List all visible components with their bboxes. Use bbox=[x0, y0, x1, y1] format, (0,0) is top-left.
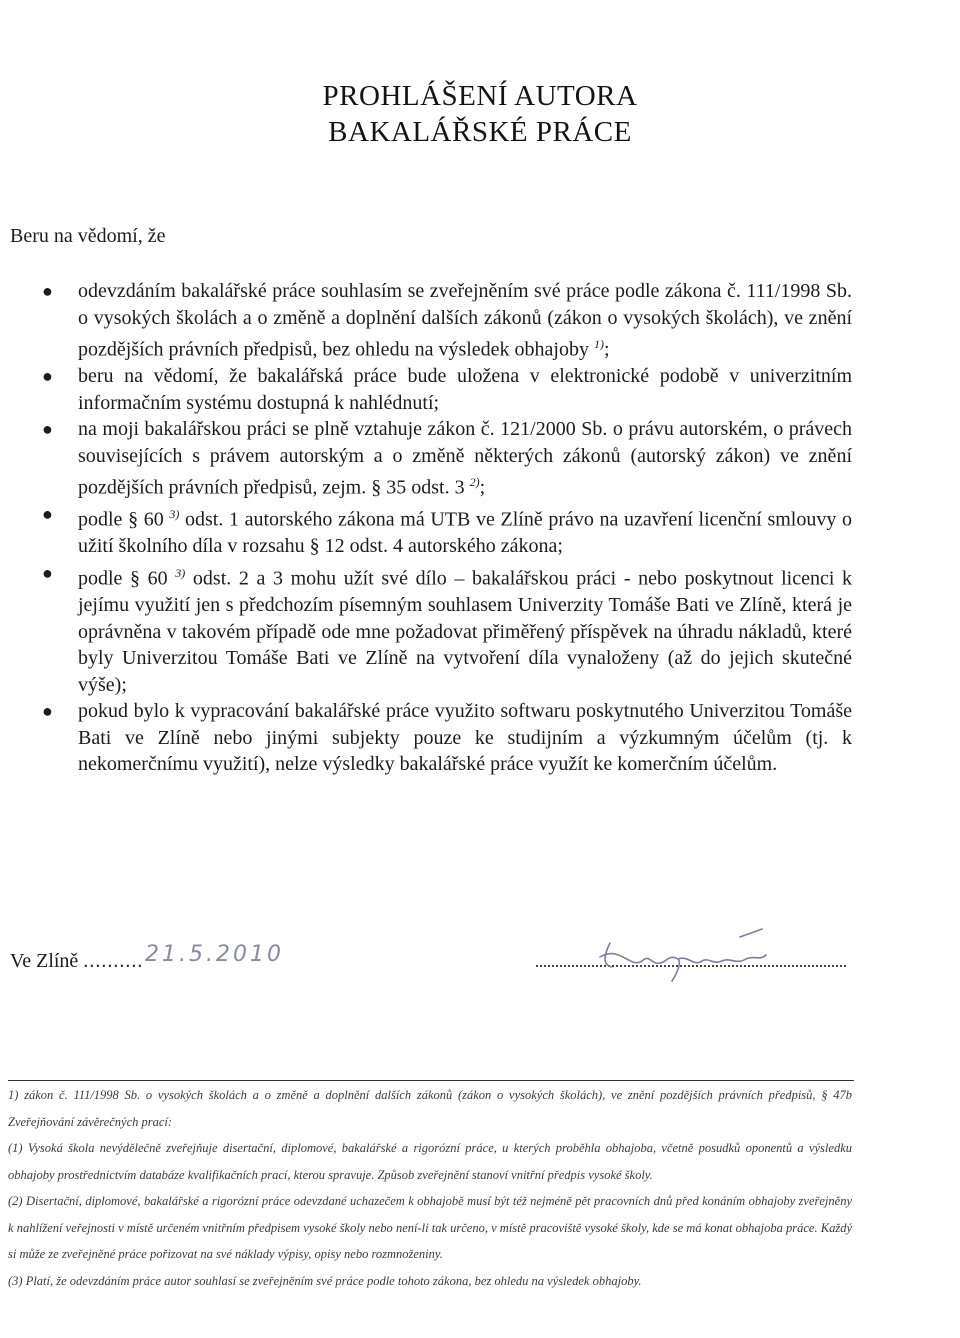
item-text-end: odst. 1 autorského zákona má UTB ve Zlíně právo na uzavření licenční smlouvy o užití školního díla v rozsahu § 12 odst. 4 autorského zákona; bbox=[78, 508, 853, 558]
bullet-icon: ● bbox=[42, 419, 53, 440]
list-item bbox=[42, 560, 853, 698]
list-item bbox=[42, 363, 852, 416]
list-item bbox=[42, 278, 852, 363]
item-text: beru na vědomí, že bakalářská práce bude uložena v elektronické podobě v univerzitním informačním systému dostupná k nahlédnutí; bbox=[78, 365, 852, 414]
item-text: podle § 60 bbox=[78, 508, 164, 531]
place-line bbox=[10, 950, 143, 973]
signature-icon bbox=[590, 925, 790, 985]
item-text-end: odst. 2 a 3 mohu užít své dílo – bakalářskou práci - nebo poskytnout licenci k jejímu využití jen s předchozím písemným souhlasem Univerzity Tomáše Bati ve Zlíně, která je oprávněna v takovém případě ode mne požadovat přiměřený příspěvek na úhradu nákladů, které byly Univerzitou Tomáše Bati ve Zlíně na vytvoření díla vynaloženy (až do jejich skutečné výše); bbox=[78, 567, 853, 696]
item-text-end: ; bbox=[603, 338, 610, 361]
bullet-icon: ● bbox=[42, 281, 53, 301]
footnote-rule bbox=[8, 1080, 854, 1081]
place-label: Ve Zlíně bbox=[10, 950, 79, 972]
list-item bbox=[42, 501, 853, 560]
list-item bbox=[42, 416, 852, 501]
bullet-icon: ● bbox=[42, 562, 53, 583]
item-text-end: ; bbox=[479, 476, 486, 499]
bullet-icon: ● bbox=[42, 366, 53, 387]
bullet-icon: ● bbox=[42, 504, 53, 525]
handwritten-date: 21.5.2010 bbox=[145, 942, 284, 967]
declaration-list bbox=[0, 278, 960, 778]
footnote-1-para-1: (1) Vysoká škola nevýdělečně zveřejňuje disertační, diplomové, bakalářské a rigorózní práce, u kterých proběhla obhajoba, včetně posudků oponentů a výsledku obhajoby prostřednictvím databáze kvalifikačních prací, kterou spravuje. Způsob zveřejnění stanoví vnitřní předpis vysoké školy. bbox=[8, 1141, 852, 1182]
footnote-1: 1) zákon č. 111/1998 Sb. o vysokých školách a o změně a doplnění dalších zákonů (zákon o vysokých školách), ve znění pozdějších právních předpisů, § 47b Zveřejňování závěrečných prací: bbox=[8, 1088, 852, 1129]
title-line-2: BAKALÁŘSKÉ PRÁCE bbox=[328, 116, 632, 148]
footnote-ref: 1) bbox=[593, 337, 604, 351]
footnote-ref: 3) bbox=[175, 565, 186, 580]
footnote-1-para-3: (3) Platí, že odevzdáním práce autor souhlasí se zveřejněním své práce podle tohoto zákona, bez ohledu na výsledek obhajoby. bbox=[8, 1273, 642, 1288]
place-dots: .......... bbox=[83, 950, 144, 972]
item-text: na moji bakalářskou práci se plně vztahuje zákon č. 121/2000 Sb. o právu autorském, o právech souvisejících s právem autorským a o změně některých zákonů (autorský zákon) ve znění pozdějších právních předpisů, zejm. § 35 odst. 3 bbox=[78, 418, 852, 499]
title-line-1: PROHLÁŠENÍ AUTORA bbox=[322, 80, 638, 112]
footnote-ref: 3) bbox=[169, 507, 180, 522]
footnote-ref: 2) bbox=[469, 475, 480, 490]
item-text: odevzdáním bakalářské práce souhlasím se zveřejněním své práce podle zákona č. 111/1998 Sb. o vysokých školách a o změně a doplnění dalších zákonů (zákon o vysokých školách), ve znění pozdějších právních předpisů, bez ohledu na výsledek obhajoby bbox=[78, 280, 852, 361]
footnote-1-para-2: (2) Disertační, diplomové, bakalářské a rigorózní práce odevzdané uchazečem k obhajobě musí být též nejméně pět pracovních dnů před konáním obhajoby zveřejněny k nahlížení veřejnosti v místě určeném vnitřním předpisem vysoké školy nebo není-li tak určeno, v místě pracoviště vysoké školy, kde se má konat obhajoba práce. Každý si může ze zveřejněné práce pořizovat na své náklady výpisy, opisy nebo rozmnoženiny. bbox=[8, 1194, 852, 1261]
item-text: podle § 60 bbox=[78, 567, 168, 590]
list-item bbox=[42, 698, 852, 778]
item-text: pokud bylo k vypracování bakalářské práce využito softwaru poskytnutého Univerzitou Tomáše Bati ve Zlíně nebo jinými subjekty pouze ke studijním a výzkumným účelům (tj. k nekomerčnímu využití), nelze výsledky bakalářské práce využít ke komerčním účelům. bbox=[78, 700, 852, 776]
intro-text: Beru na vědomí, že bbox=[10, 225, 166, 247]
bullet-icon: ● bbox=[42, 701, 53, 722]
footnotes bbox=[8, 1082, 852, 1294]
